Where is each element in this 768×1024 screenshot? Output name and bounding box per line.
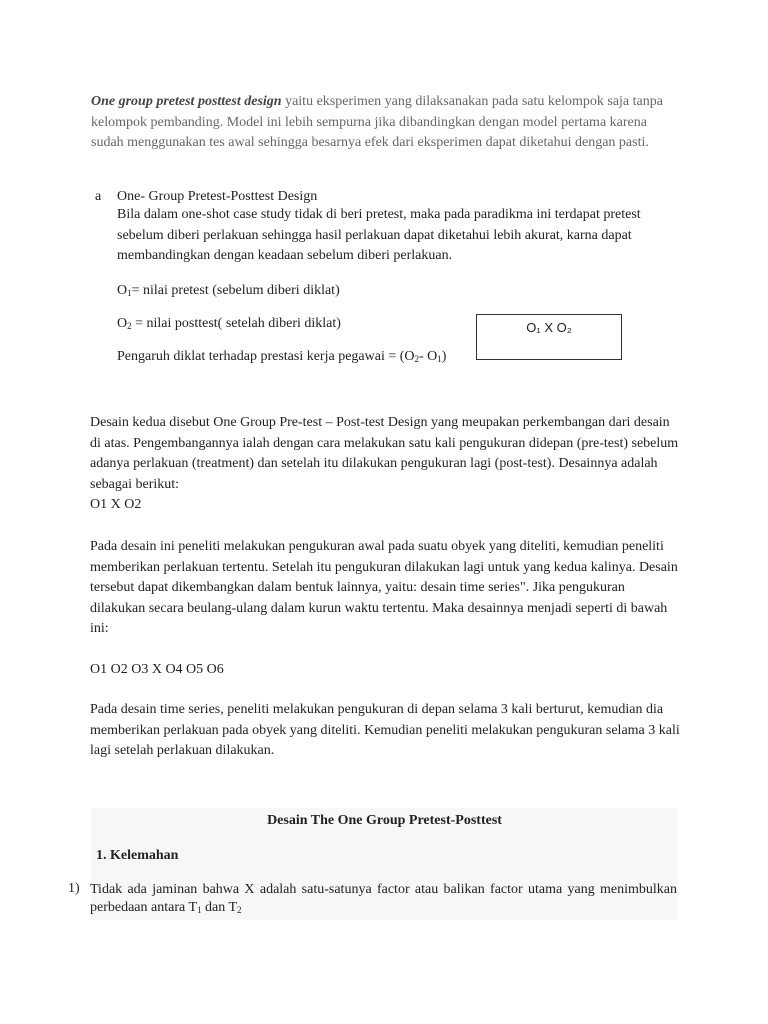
paragraph-design-two: Desain kedua disebut One Group Pre-test – Post-test Design yang meupakan perkembangan dari desain di atas. Pengembangannya ialah dengan cara melakukan satu kali pengukuran didepan (pre-test) sebelum adanya perlakuan (treatment) dan setelah itu dilakukan pengukuran lagi (post-test). Desainnya adalah sebagai berikut: O1 X O2	[90, 415, 679, 512]
o1-definition: $O_1=$ nilai pretest (sebelum diberi diklat)	[117, 283, 340, 298]
weakness-item: Tidak ada jaminan bahwa X adalah satu-satunya factor atau balikan factor utama yang menimbulkan perbedaan antara $T_1$ dan $T_2$	[90, 882, 677, 915]
section-a-title: One- Group Pretest-Posttest Design	[117, 189, 318, 204]
paragraph-time-series-intro: Pada desain ini peneliti melakukan pengukuran awal pada suatu obyek yang diteliti, kemudian peneliti memberikan perlakuan tertentu. Setelah itu pengukuran dilakukan lagi untuk yang kedua kalinya. Desain tersebut dapat dikembangkan dalam bentuk lainnya, yaitu: desain time series". Jika pengukuran dilakukan secara beulang-ulang dalam kurun waktu tertentu. Maka desainnya menjadi seperti di bawah ini:	[90, 539, 678, 636]
section-a-body: Bila dalam one-shot case study tidak di beri pretest, maka pada paradikma ini terdapat pretest sebelum diberi perlakuan sehingga hasil perlakuan dapat diketahui lebih akurat, karna dapat membandingkan dengan keadaan sebelum diberi perlakuan.	[117, 207, 641, 263]
intro-paragraph	[91, 92, 681, 154]
intro-text: yaitu eksperimen yang dilaksanakan pada satu kelompok saja tanpa kelompok pembanding. Model ini lebih sempurna jika dibandingkan dengan model pertama karena sudah menggunakan tes awal sehingga besarnya efek dari eksperimen dapat diketahui dengan pasti.	[91, 94, 663, 150]
item-number: 1)	[68, 881, 80, 896]
o2-definition: $O_2$ = nilai posttest( setelah diberi diklat)	[117, 316, 341, 331]
table-title: Desain The One Group Pretest-Posttest	[267, 813, 502, 828]
paragraph-time-series: Pada desain time series, peneliti melakukan pengukuran di depan selama 3 kali berturut, kemudian dia memberikan perlakuan pada obyek yang diteliti. Kemudian peneliti melakukan pengukuran selama 3 kali lagi setelah perlakuan dilakukan.	[90, 702, 680, 758]
formula-time-series: O1 O2 O3 X O4 O5 O6	[90, 662, 224, 677]
intro-bold-term: One group pretest posttest design	[91, 94, 282, 109]
design-formula-box	[476, 314, 622, 360]
list-marker-a: a	[95, 189, 102, 204]
weakness-heading: 1. Kelemahan	[96, 848, 179, 863]
formula-o1-x-o2: O1 X O2	[90, 497, 142, 512]
box-formula: O₁ X O₂	[526, 320, 572, 335]
effect-formula: Pengaruh diklat terhadap prestasi kerja pegawai = ($O_2-$ $O_1$)	[117, 349, 447, 364]
